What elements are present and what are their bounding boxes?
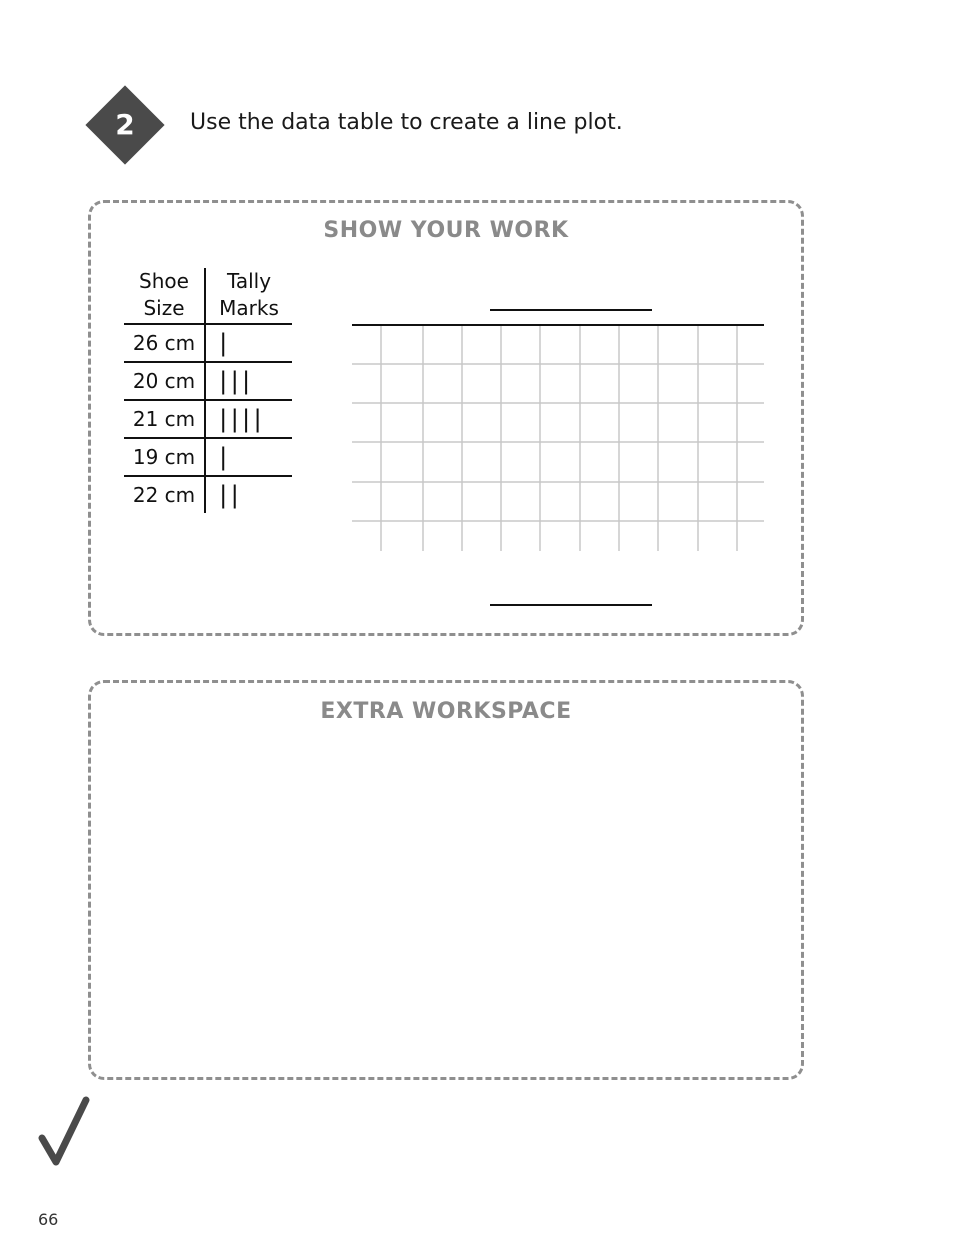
table-row <box>124 362 292 400</box>
problem-number: 2 <box>115 108 135 141</box>
shoe-size-cell: 22 cm <box>124 476 205 513</box>
extra-workspace-title: EXTRA WORKSPACE <box>320 699 572 724</box>
tally-cell: || <box>216 481 239 509</box>
shoe-size-cell: 21 cm <box>124 400 205 438</box>
check-mark-icon <box>38 1096 90 1168</box>
shoe-size-cell: 19 cm <box>124 438 205 476</box>
header-shoe-size: Shoe Size <box>124 268 205 324</box>
problem-instruction: Use the data table to create a line plot. <box>190 110 623 135</box>
shoe-size-cell: 26 cm <box>124 324 205 362</box>
table-row <box>124 324 292 362</box>
tally-cell: ||| <box>205 362 292 400</box>
header-tally-marks: Tally Marks <box>205 268 292 324</box>
shoe-size-data-table <box>124 268 292 513</box>
line-plot-grid[interactable] <box>348 298 768 608</box>
extra-workspace-box[interactable] <box>88 680 804 1080</box>
show-your-work-title: SHOW YOUR WORK <box>323 218 569 243</box>
grid-lines <box>352 325 764 551</box>
table-row <box>124 400 292 438</box>
tally-cell: | <box>205 438 292 476</box>
page-number: 66 <box>38 1210 59 1229</box>
shoe-size-cell: 20 cm <box>124 362 205 400</box>
table-header-row <box>124 268 292 324</box>
tally-cell: | <box>205 324 292 362</box>
tally-cell: |||| <box>205 400 292 438</box>
table-row <box>124 476 292 513</box>
table-row <box>124 438 292 476</box>
